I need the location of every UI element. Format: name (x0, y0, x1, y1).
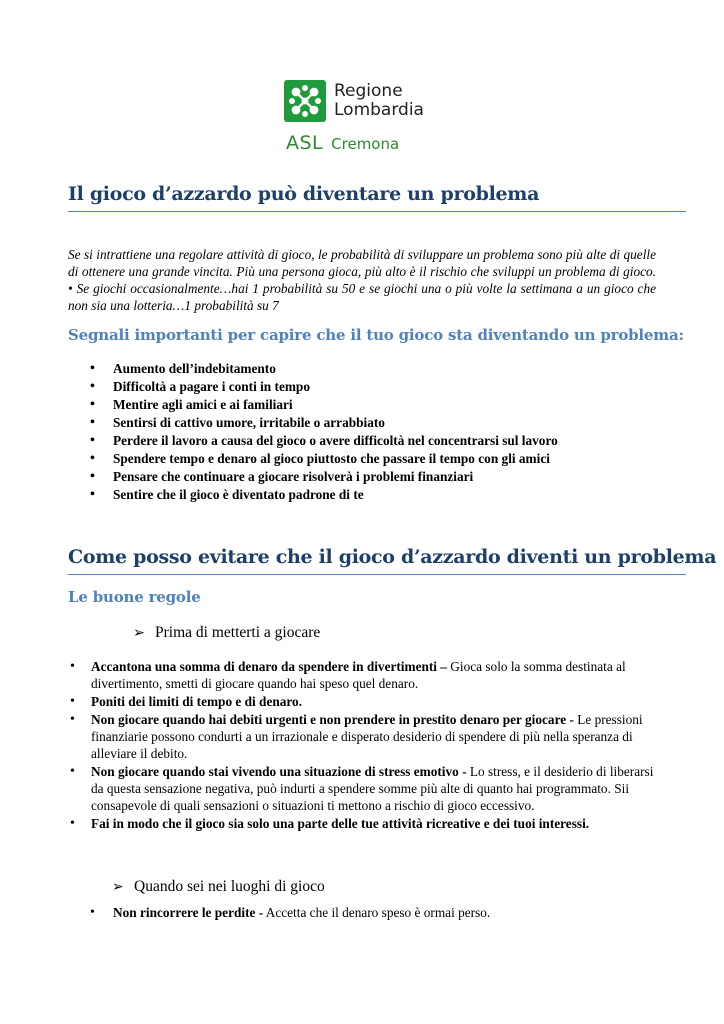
list-item: • Sentire che il gioco è diventato padrone di te (88, 486, 558, 504)
rules-subtitle: Le buone regole (68, 588, 201, 606)
before-playing-label: Prima di metterti a giocare (155, 624, 321, 641)
rule-bold: Accantona una somma di denaro da spendere in divertimenti – (91, 659, 447, 674)
list-item: • Aumento dell’indebitamento (88, 360, 558, 378)
gaming-places-heading (112, 878, 325, 896)
logo-name-line1: Regione (334, 81, 403, 101)
rule-bold: Poniti dei limiti di tempo e di denaro. (91, 694, 303, 709)
list-item (68, 693, 658, 710)
list-item (90, 904, 490, 921)
list-item: • Perdere il lavoro a causa del gioco o avere difficoltà nel concentrarsi sul lavoro (88, 432, 558, 450)
list-item (68, 763, 658, 814)
signals-heading: Segnali importanti per capire che il tuo gioco sta diventando un problema: (68, 326, 684, 344)
list-item (68, 658, 658, 692)
list-item: • Mentire agli amici e ai familiari (88, 396, 558, 414)
gaming-places-label: Quando sei nei luoghi di gioco (134, 878, 325, 895)
arrow-bullet-icon: ➢ (133, 625, 145, 641)
rule-bold: Non giocare quando hai debiti urgenti e non prendere in prestito denaro per giocare - (91, 712, 574, 727)
rosa-camuna-icon (284, 80, 326, 122)
logo-subtitle (286, 132, 399, 154)
logo-city: Cremona (331, 135, 400, 153)
list-item (68, 711, 658, 762)
logo-asl: ASL (286, 132, 324, 154)
rule-text: Gioca solo la somma destinata al divertimento, smetti di giocare quando hai speso quel denaro. (91, 659, 626, 691)
rule-text: Le pressioni finanziarie possono condurti a un irrazionale e disperato desiderio di spendere di più nella speranza di alleviare il debito. (91, 712, 643, 761)
list-item: • Difficoltà a pagare i conti in tempo (88, 378, 558, 396)
list-item: • Spendere tempo e denaro al gioco piuttosto che passare il tempo con gli amici (88, 450, 558, 468)
section2-title: Come posso evitare che il gioco d’azzardo diventi un problema (68, 546, 686, 575)
rule-text: Lo stress, e il desiderio di liberarsi da questa sensazione negativa, può indurti a spendere somme più alte di quanto hai programmato. Sii consapevole di quali sensazioni o situazioni ti mettono a rischio di gioco eccessivo. (91, 764, 654, 813)
rule-bold: Non rincorrere le perdite - (113, 905, 264, 920)
rule-text: Accetta che il denaro speso è ormai perso. (263, 905, 491, 920)
logo (284, 80, 454, 160)
places-list (90, 904, 490, 921)
intro-paragraph: Se si intrattiene una regolare attività di gioco, le probabilità di sviluppare un problema sono più alte di quelle di ottenere una grande vincita. Più una persona gioca, più alto è il rischio che sviluppi un problema di gioco. • Se giochi occasionalmente…hai 1 probabilità su 50 e se giochi una o più volte la settimana a un gioco che non sia una lotteria…1 probabilità su 7 (68, 247, 656, 313)
logo-name-line2: Lombardia (334, 100, 424, 120)
list-item: • Sentirsi di cattivo umore, irritabile o arrabbiato (88, 414, 558, 432)
rule-bold: Non giocare quando stai vivendo una situazione di stress emotivo - (91, 764, 467, 779)
list-item (68, 815, 658, 832)
list-item: • Pensare che continuare a giocare risolverà i problemi finanziari (88, 468, 558, 486)
signals-list (88, 360, 558, 504)
rule-bold: Fai in modo che il gioco sia solo una parte delle tue attività ricreative e dei tuoi interessi. (91, 816, 590, 831)
before-playing-heading (133, 624, 320, 642)
rules-list (68, 658, 658, 833)
section1-title: Il gioco d’azzardo può diventare un problema (68, 183, 686, 212)
arrow-bullet-icon: ➢ (112, 879, 124, 895)
